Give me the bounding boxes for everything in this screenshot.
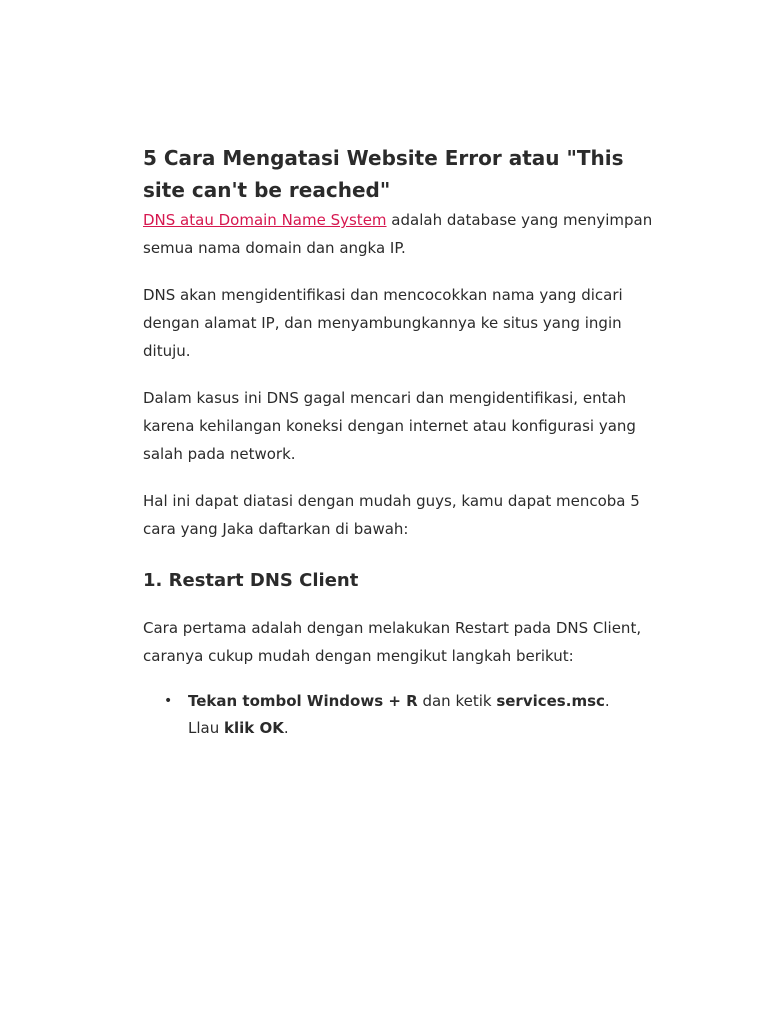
article — [143, 142, 663, 742]
list-item — [164, 688, 628, 742]
section-paragraph: Cara pertama adalah dengan melakukan Restart pada DNS Client, caranya cukup mudah dengan mengikut langkah berikut: — [143, 619, 642, 665]
steps-list — [143, 688, 663, 742]
intro-text: adalah database yang menyimpan semua nama domain dan angka IP. — [143, 211, 653, 257]
section-heading-restart-dns: 1. Restart DNS Client — [143, 570, 359, 591]
step-text: . — [283, 719, 289, 737]
step-text: . Llau — [188, 692, 610, 737]
step-text: dan ketik — [417, 692, 497, 710]
paragraph-2: Dalam kasus ini DNS gagal mencari dan mengidentifikasi, entah karena kehilangan koneksi dengan internet atau konfigurasi yang salah pada network. — [143, 389, 636, 463]
paragraph-1: DNS akan mengidentifikasi dan mencocokkan nama yang dicari dengan alamat IP, dan menyambungkannya ke situs yang ingin dituju. — [143, 286, 623, 360]
paragraph-3: Hal ini dapat diatasi dengan mudah guys, kamu dapat mencoba 5 cara yang Jaka daftarkan di bawah: — [143, 492, 640, 538]
bullet-icon: • — [164, 693, 173, 709]
article-title: 5 Cara Mengatasi Website Error atau "This site can't be reached" — [143, 146, 624, 202]
intro-paragraph — [143, 206, 663, 262]
step-bold-ok: klik OK — [224, 719, 284, 737]
step-bold-keys: Tekan tombol Windows + R — [188, 692, 418, 710]
step-bold-command: services.msc — [496, 692, 605, 710]
dns-link[interactable]: DNS atau Domain Name System — [143, 211, 387, 229]
